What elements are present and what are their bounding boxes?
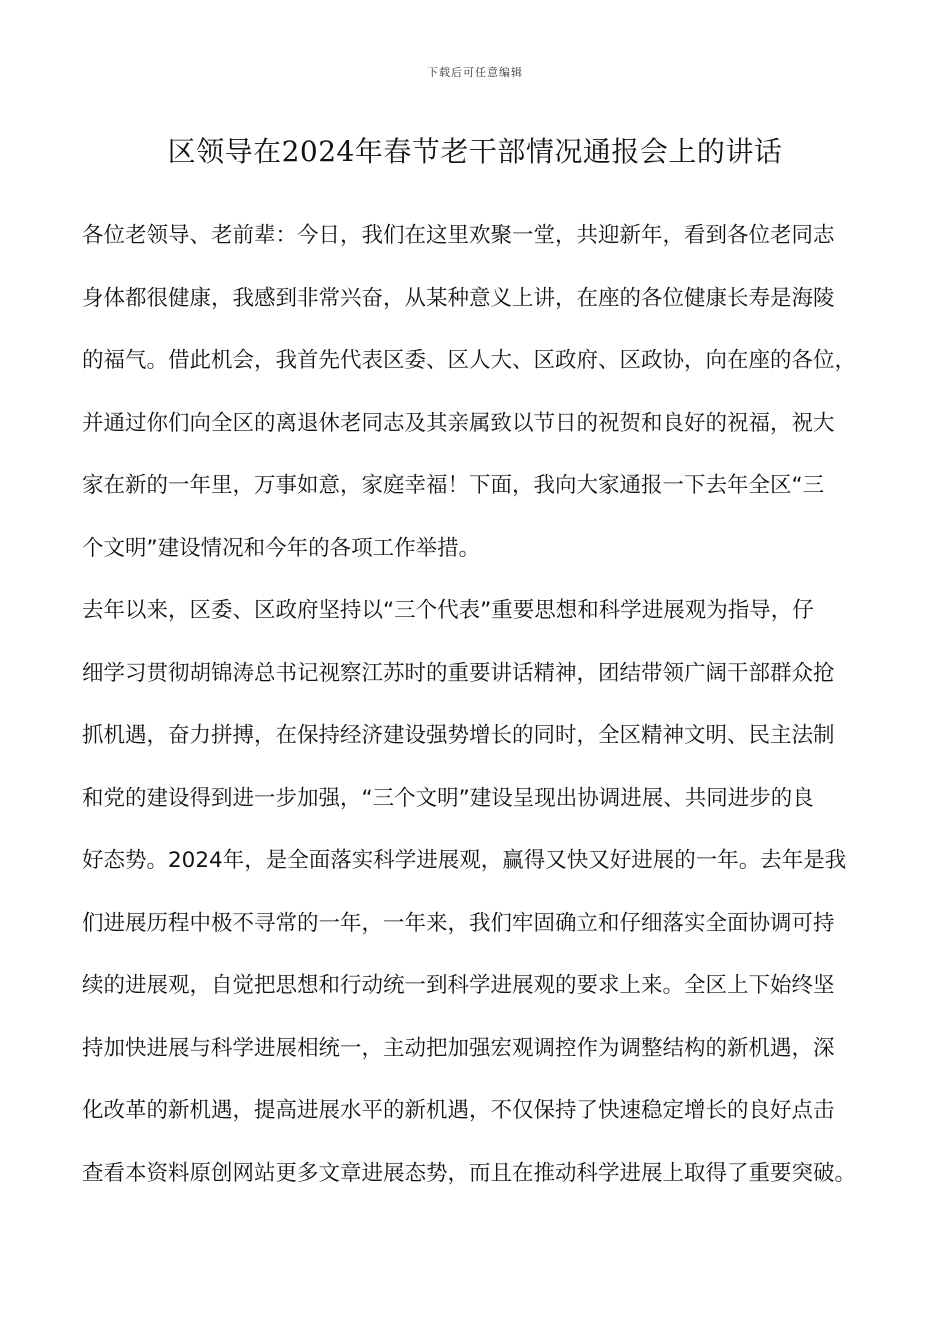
text-line: 们进展历程中极不寻常的一年，一年来，我们牢固确立和仔细落实全面协调可持 [82, 910, 835, 936]
document-title: 区领导在2024年春节老干部情况通报会上的讲话 [167, 135, 783, 168]
text-line: 查看本资料原创网站更多文章进展态势，而且在推动科学进展上取得了重要突破。 [82, 1160, 857, 1186]
text-line: 家在新的一年里，万事如意，家庭幸福！下面，我向大家通报一下去年全区“三 [82, 473, 825, 498]
text-line: 好态势。2024年，是全面落实科学进展观，赢得又快又好进展的一年。去年是我 [82, 848, 847, 873]
header-note: 下载后可任意编辑 [427, 66, 523, 79]
text-line: 个文明”建设情况和今年的各项工作举措。 [82, 535, 481, 561]
text-line: 细学习贯彻胡锦涛总书记视察江苏时的重要讲话精神，团结带领广阔干部群众抢 [82, 660, 835, 686]
text-line: 持加快进展与科学进展相统一，主动把加强宏观调控作为调整结构的新机遇，深 [82, 1035, 835, 1061]
text-line: 化改革的新机遇，提高进展水平的新机遇，不仅保持了快速稳定增长的良好点击 [82, 1098, 835, 1123]
paragraph-greeting [82, 205, 882, 580]
paragraph-review [82, 580, 882, 1205]
text-line: 的福气。借此机会，我首先代表区委、区人大、区政府、区政协，向在座的各位， [82, 348, 857, 373]
text-line: 各位老领导、老前辈：今日，我们在这里欢聚一堂，共迎新年，看到各位老同志 [82, 223, 835, 248]
text-line: 抓机遇，奋力拼搏，在保持经济建设强势增长的同时，全区精神文明、民主法制 [82, 723, 835, 748]
text-line: 并通过你们向全区的离退休老同志及其亲属致以节日的祝贺和良好的祝福，祝大 [82, 410, 835, 436]
text-line: 续的进展观，自觉把思想和行动统一到科学进展观的要求上来。全区上下始终坚 [82, 973, 835, 998]
text-line: 身体都很健康，我感到非常兴奋，从某种意义上讲，在座的各位健康长寿是海陵 [82, 285, 835, 311]
text-line: 去年以来，区委、区政府坚持以“三个代表”重要思想和科学进展观为指导，仔 [82, 598, 814, 623]
text-line: 和党的建设得到进一步加强，“三个文明”建设呈现出协调进展、共同进步的良 [82, 785, 814, 811]
